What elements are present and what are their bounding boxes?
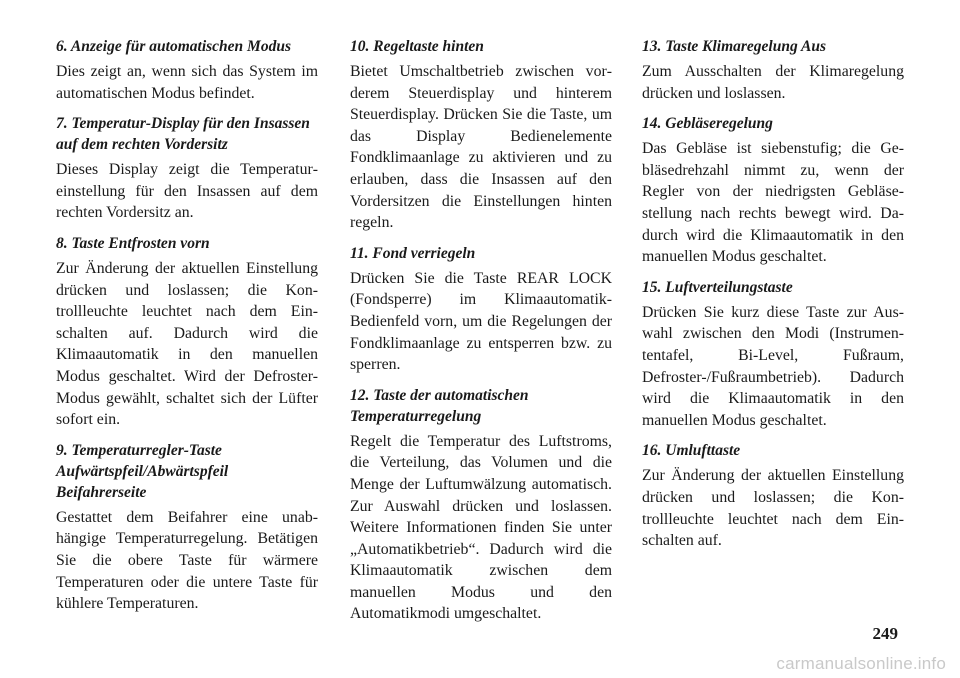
section-14-blower-control xyxy=(642,113,904,268)
section-15-air-distribution xyxy=(642,277,904,432)
column-right xyxy=(642,36,904,561)
section-heading: 11. Fond verriegeln xyxy=(350,244,476,262)
watermark-text: carmanualsonline.info xyxy=(776,654,946,673)
section-heading: 12. Taste der automatischen Temperaturregelung xyxy=(350,386,529,425)
column-middle xyxy=(350,36,612,634)
section-heading: 9. Temperaturregler-Taste Aufwärtspfeil/Abwärtspfeil Beifahrerseite xyxy=(56,441,229,501)
section-13-climate-off xyxy=(642,36,904,104)
section-heading: 6. Anzeige für automatischen Modus xyxy=(56,38,291,55)
section-body: Zur Änderung der aktuellen Einstellung drücken und loslassen; die Kontrollleuchte leuchtet nach dem Einschalten auf. Dadurch wird die Klimaautomatik in den manuellen Modus geschaltet. Wird der Defroster-Modus gewählt, schaltet sich der Lüfter sofort ein. xyxy=(56,259,318,429)
section-8-front-defrost xyxy=(56,233,318,431)
section-body: Zum Ausschalten der Klimaregelung drücken und loslassen. xyxy=(642,63,904,102)
section-body: Das Gebläse ist siebenstufig; die Gebläsedrehzahl nimmt zu, wenn der Regler von der niedrigsten Gebläsestellung nach rechts bewegt wird. Dadurch wird die Klimaautomatik in den manuellen Modus geschaltet. xyxy=(642,140,904,266)
section-body: Drücken Sie die Taste REAR LOCK (Fondsperre) im Klimaautomatik-Bedienfeld vorn, um die Regelungen der Fondklimaanlage zu entsperren bzw. zu sperren. xyxy=(350,269,612,374)
section-heading: 8. Taste Entfrosten vorn xyxy=(56,234,210,252)
section-heading: 15. Luftverteilungstaste xyxy=(642,278,793,296)
section-10-rear-control xyxy=(350,36,612,234)
section-7-passenger-temp-display xyxy=(56,113,318,224)
section-body: Dieses Display zeigt die Temperatureinstellung für den Insassen auf dem rechten Vordersitz an. xyxy=(56,161,318,222)
section-9-passenger-temp-control xyxy=(56,440,318,615)
page-number: 249 xyxy=(872,624,898,643)
column-left xyxy=(56,36,318,624)
section-body: Regelt die Temperatur des Luftstroms, die Verteilung, das Volumen und die Menge der Luftumwälzung automatisch. Zur Auswahl drücken und loslassen. Weitere Informationen finden Sie unter „Automatikbetrieb“. Dadurch wird die Klimaautomatik zwischen dem manuellen Modus und den Automatikmodi umgeschaltet. xyxy=(350,432,612,623)
section-body: Drücken Sie kurz diese Taste zur Auswahl zwischen den Modi (Instrumententafel, Bi-Level, Fußraum, Defroster-/Fußraumbetrieb). Dadurch wird die Klimaautomatik in den manuellen Modus geschaltet. xyxy=(642,303,904,429)
section-body: Zur Änderung der aktuellen Einstellung drücken und loslassen; die Kontrollleuchte leuchtet nach dem Einschalten auf. xyxy=(642,467,904,550)
section-11-rear-lock xyxy=(350,243,612,376)
section-heading: 14. Gebläseregelung xyxy=(642,115,773,133)
section-body: Gestattet dem Beifahrer eine unabhängige Temperaturregelung. Betätigen Sie die obere Taste für wärmere Temperaturen oder die untere Taste für kühlere Temperaturen. xyxy=(56,508,318,613)
section-heading: 16. Umlufttaste xyxy=(642,442,741,460)
section-16-recirculation xyxy=(642,440,904,551)
section-heading: 7. Temperatur-Display für den Insassen auf dem rechten Vordersitz xyxy=(56,115,310,154)
section-heading: 13. Taste Klimaregelung Aus xyxy=(642,38,827,55)
section-body: Bietet Umschaltbetrieb zwischen vorderem Steuerdisplay und hinterem Steuerdisplay. Drücken Sie die Taste, um das Display Bedienelemente Fondklimaanlage zu aktivieren und zu erlauben, dass die Insassen auf den Vordersitzen die Einstellungen hinten regeln. xyxy=(350,63,612,232)
section-6-auto-mode-indicator xyxy=(56,36,318,104)
section-body: Dies zeigt an, wenn sich das System im automatischen Modus befindet. xyxy=(56,63,318,102)
section-12-auto-temp-button xyxy=(350,385,612,625)
section-heading: 10. Regeltaste hinten xyxy=(350,38,484,55)
